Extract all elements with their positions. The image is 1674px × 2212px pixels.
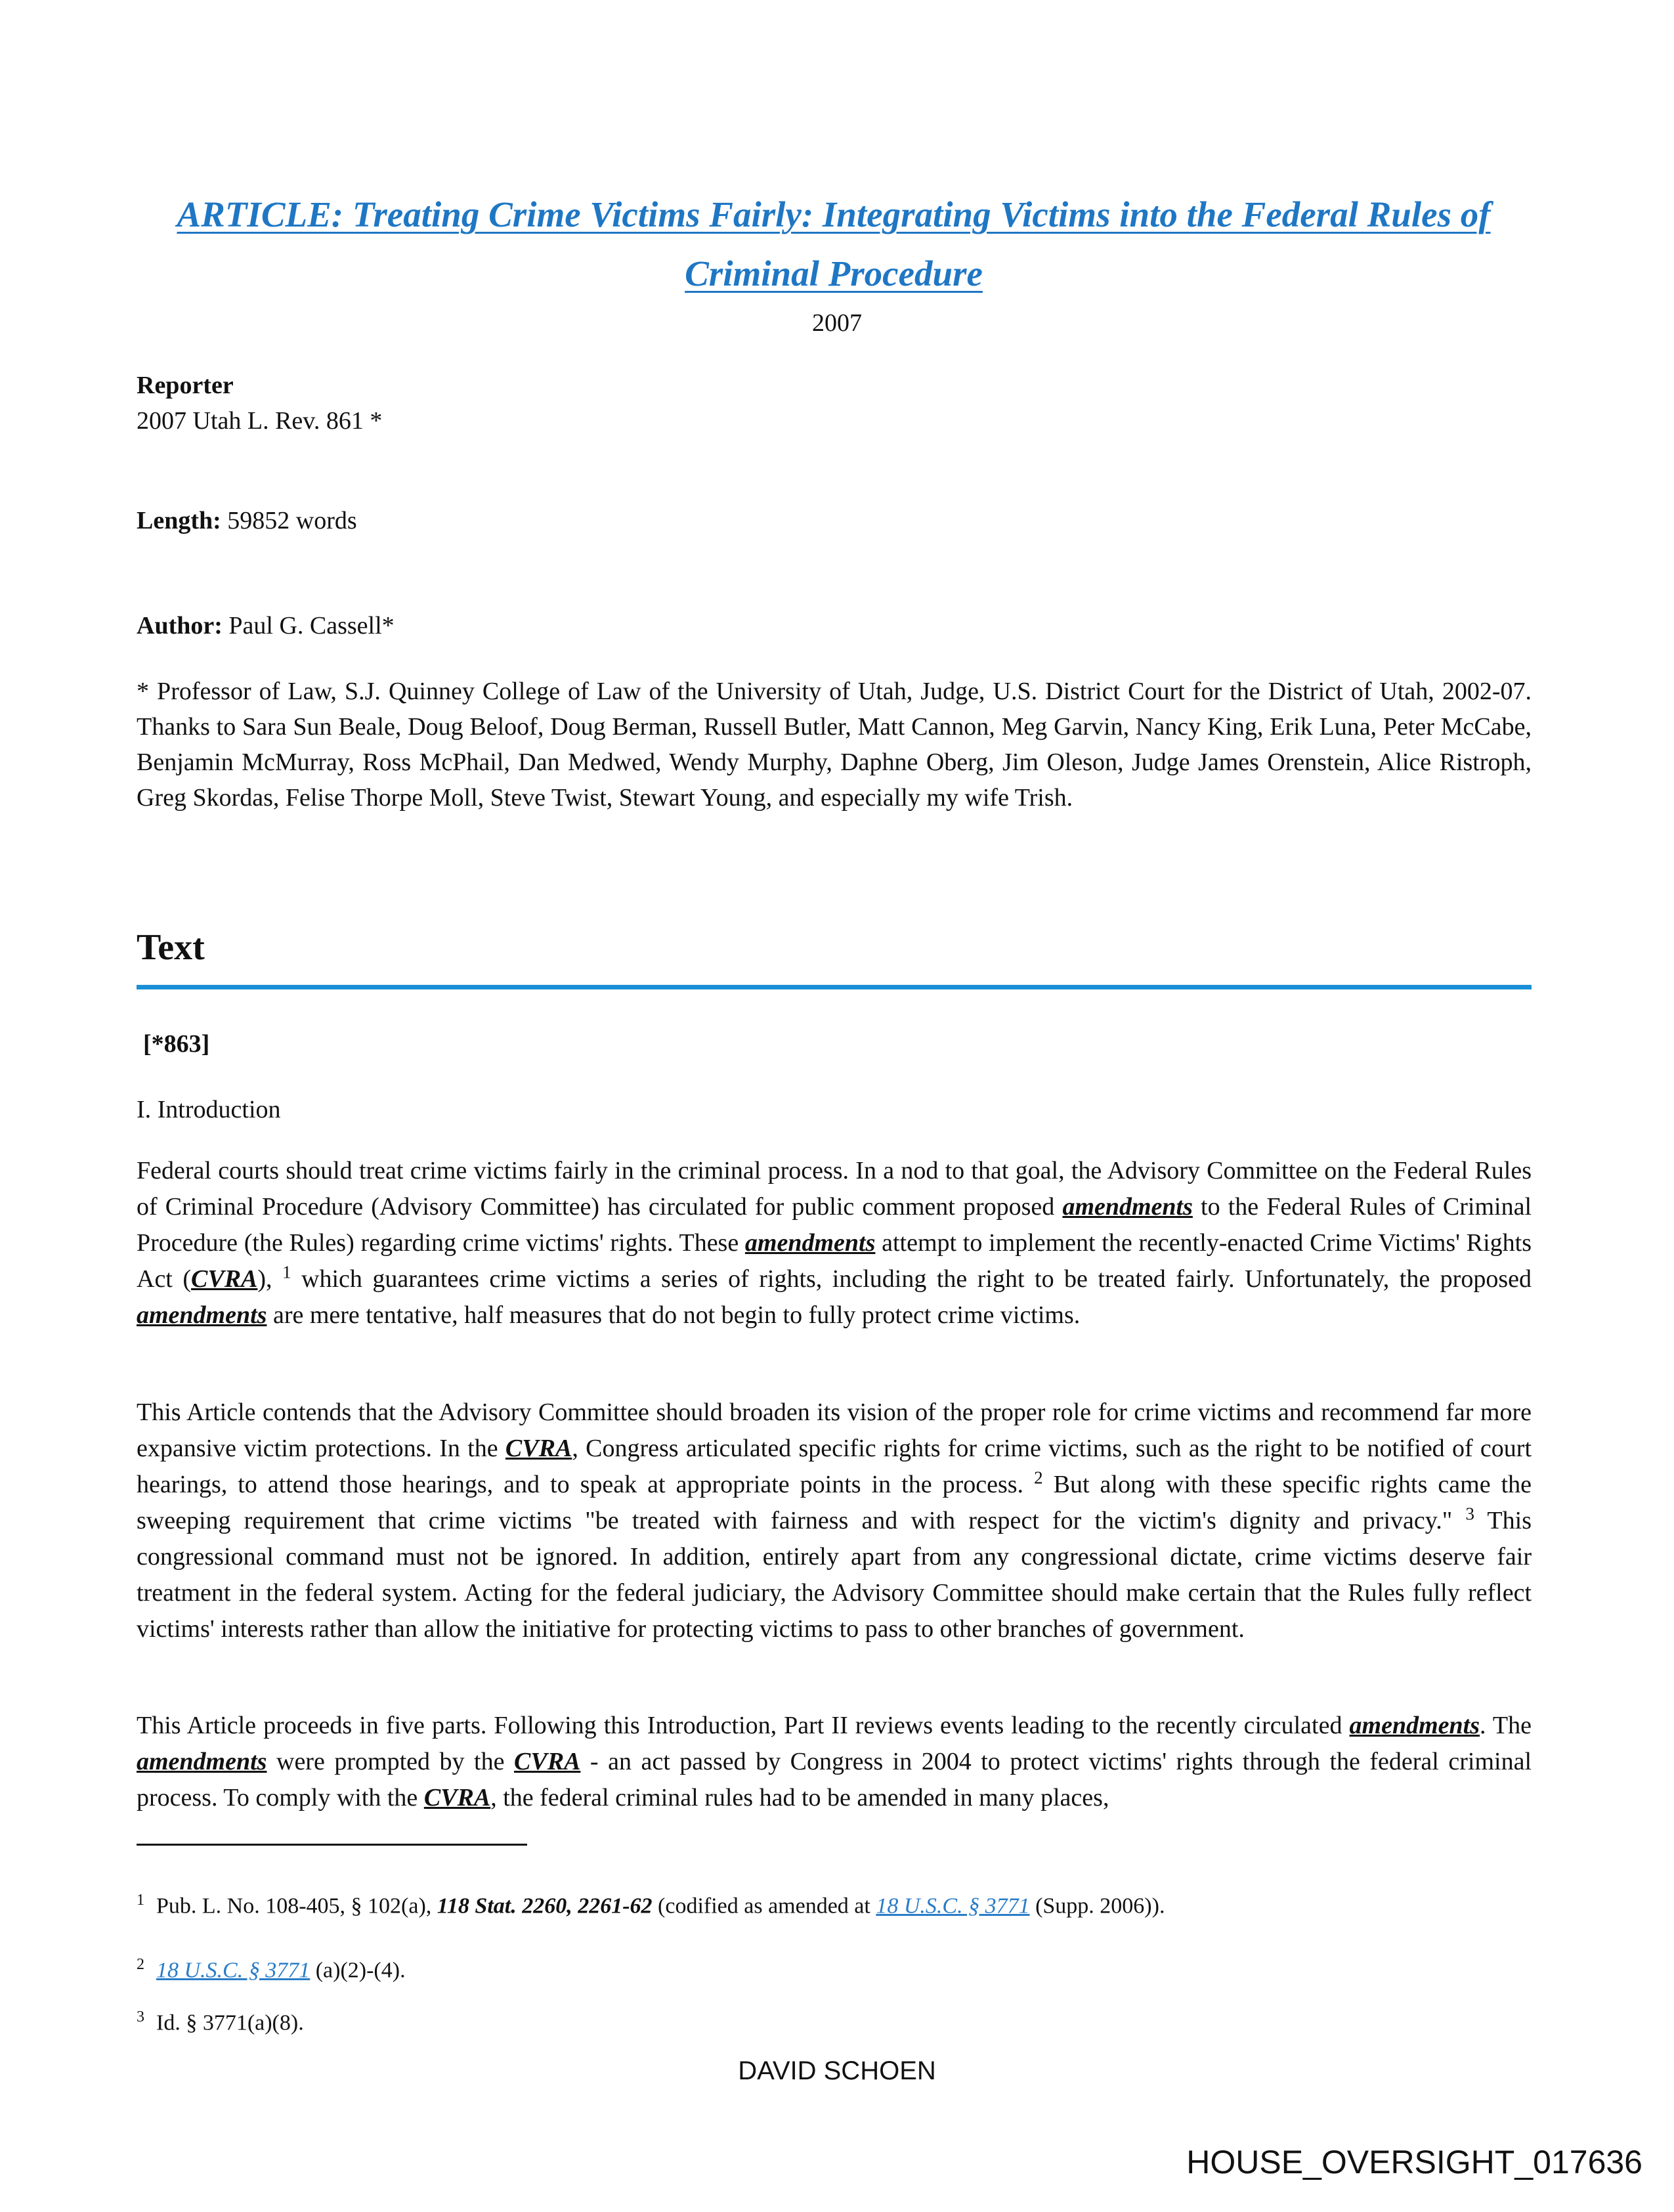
term-link[interactable]: CVRA xyxy=(191,1265,258,1293)
text-run: which guarantees crime victims a series of rights, including the right to be treated fairly. Unfortunately, the proposed xyxy=(291,1265,1532,1293)
footnote-ref[interactable]: 1 xyxy=(282,1262,291,1282)
statute-citation: 118 Stat. 2260, 2261-62 xyxy=(437,1894,653,1919)
footnote-divider xyxy=(137,1844,527,1846)
text-run: ), xyxy=(257,1265,283,1293)
footnote-ref[interactable]: 2 xyxy=(1034,1467,1043,1488)
author-footnote: * Professor of Law, S.J. Quinney College of Law of the University of Utah, Judge, U.S. District Court for the District of Utah, 2002-07. Thanks to Sara Sun Beale, Doug Beloof, Doug Berman, Russell Butler, Matt Cannon, Meg Garvin, Nancy King, Erik Luna, Peter McCabe, Benjamin McMurray, Ross McPhail, Dan Medwed, Wendy Murphy, Daphne Oberg, Jim Oleson, Judge James Orenstein, Alice Ristroph, Greg Skordas, Felise Thorpe Moll, Steve Twist, Stewart Young, and especially my wife Trish. xyxy=(137,678,1532,812)
term-link[interactable]: amendments xyxy=(1349,1712,1480,1739)
text-run: , Congress articulated specific rights for crime victims, such as the right to be notified of court hearings, to attend those hearings, and to speak at appropriate points in the process. xyxy=(137,1435,1532,1498)
text-run: attempt to implement the recently-enacted Crime Victims' Rights Act ( xyxy=(137,1229,1532,1293)
footnote-3 xyxy=(137,2003,304,2037)
author-value: Paul G. Cassell* xyxy=(228,612,395,640)
text-run: , the federal criminal rules had to be amended in many places, xyxy=(490,1784,1109,1811)
page-marker: [*863] xyxy=(143,1030,210,1058)
footnote-text: (a)(2)-(4). xyxy=(310,1958,406,1983)
text-run: to the Federal Rules of Criminal Procedure (the Rules) regarding crime victims' rights. These xyxy=(137,1193,1532,1257)
text-run: This Article contends that the Advisory Committee should broaden its vision of the proper role for crime victims and recommend far more expansive victim protections. In the xyxy=(137,1399,1532,1462)
term-link[interactable]: amendments xyxy=(744,1229,876,1257)
footnote-2 xyxy=(137,1950,406,1985)
term-link[interactable]: CVRA xyxy=(514,1748,581,1775)
text-section-heading: Text xyxy=(137,924,1532,989)
term-link[interactable]: amendments xyxy=(1062,1193,1193,1221)
footnote-text: (codified as amended at xyxy=(652,1894,876,1919)
paragraph-2 xyxy=(137,1395,1532,1647)
author-line xyxy=(137,608,395,643)
footnote-1 xyxy=(137,1886,1165,1920)
footnote-text: (Supp. 2006)). xyxy=(1029,1894,1165,1919)
usc-link[interactable]: 18 U.S.C. § 3771 xyxy=(876,1894,1030,1919)
footnote-text: Pub. L. No. 108-405, § 102(a), xyxy=(156,1894,437,1919)
length-line xyxy=(137,503,357,538)
footer-name-stamp: DAVID SCHOEN xyxy=(738,2056,936,2085)
text-run: are mere tentative, half measures that do not begin to fully protect crime victims. xyxy=(267,1301,1081,1329)
author-label: Author: xyxy=(137,612,223,640)
term-link[interactable]: amendments xyxy=(137,1301,267,1329)
paragraph-1 xyxy=(137,1153,1532,1334)
footnote-ref[interactable]: 3 xyxy=(1465,1504,1474,1524)
publication-year: 2007 xyxy=(812,309,862,337)
bates-number-stamp: HOUSE_OVERSIGHT_017636 xyxy=(1186,2144,1642,2180)
term-link[interactable]: CVRA xyxy=(505,1435,572,1462)
reporter-block xyxy=(137,368,382,439)
footnote-number: 3 xyxy=(137,2008,144,2026)
footnote-number: 1 xyxy=(137,1892,144,1909)
text-run: This congressional command must not be ignored. In addition, entirely apart from any congressional dictate, crime victims deserve fair treatment in the federal system. Acting for the federal judiciary, the Advisory Committee should make certain that the Rules fully reflect victims' interests rather than allow the initiative for protecting victims to pass to other branches of government. xyxy=(137,1507,1532,1643)
footnote-number: 2 xyxy=(137,1956,144,1973)
length-value: 59852 words xyxy=(227,507,357,534)
intro-heading: I. Introduction xyxy=(137,1096,281,1123)
article-title[interactable]: ARTICLE: Treating Crime Victims Fairly: Integrating Victims into the Federal Rules of Criminal Procedure xyxy=(177,194,1491,293)
reporter-label: Reporter xyxy=(137,372,234,399)
term-link[interactable]: CVRA xyxy=(423,1784,491,1811)
term-link[interactable]: amendments xyxy=(137,1748,267,1775)
text-run: were prompted by the xyxy=(267,1748,514,1775)
reporter-value: 2007 Utah L. Rev. 861 * xyxy=(137,407,383,435)
footnote-text: Id. § 3771(a)(8). xyxy=(156,2010,304,2035)
length-label: Length: xyxy=(137,507,221,534)
text-run: But along with these specific rights came the sweeping requirement that crime victims "be treated with fairness and with respect for the victim's dignity and privacy." xyxy=(137,1471,1532,1534)
text-run: Federal courts should treat crime victims fairly in the criminal process. In a nod to that goal, the Advisory Committee on the Federal Rules of Criminal Procedure (Advisory Committee) has circulated for public comment proposed xyxy=(137,1157,1532,1221)
text-run: . The xyxy=(1480,1712,1532,1739)
paragraph-3 xyxy=(137,1708,1532,1816)
text-run: - an act passed by Congress in 2004 to protect victims' rights through the federal criminal process. To comply with the xyxy=(137,1748,1532,1811)
usc-link[interactable]: 18 U.S.C. § 3771 xyxy=(156,1958,311,1983)
text-run: This Article proceeds in five parts. Following this Introduction, Part II reviews events leading to the recently circulated xyxy=(137,1712,1350,1739)
